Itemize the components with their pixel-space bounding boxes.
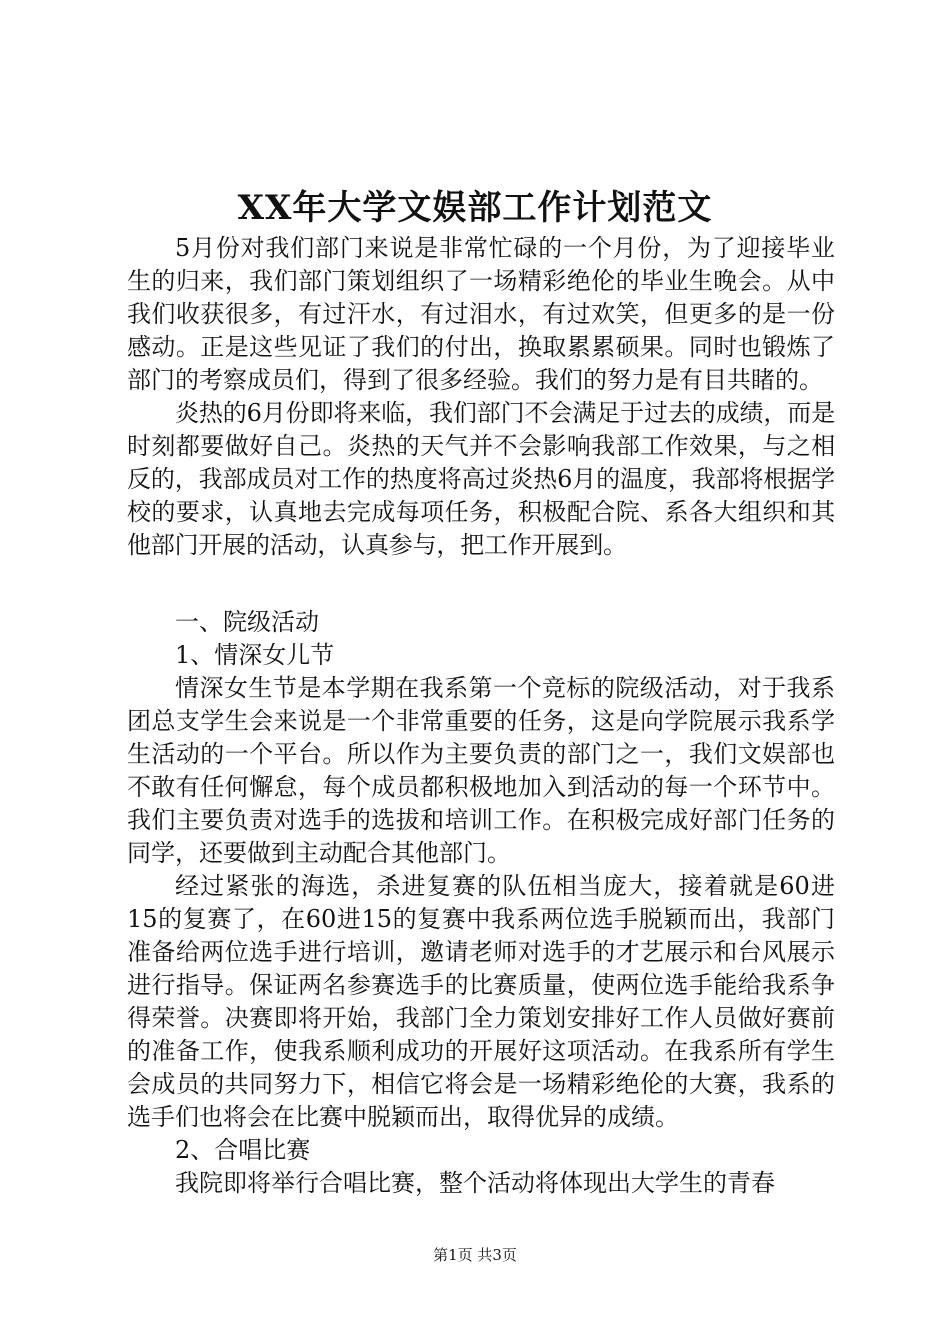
paragraph-june-plan: 炎热的6月份即将来临，我们部门不会满足于过去的成绩，而是时刻都要做好自己。炎热的天气并不会影响我部工作效果，与之相反的，我部成员对工作的热度将高过炎热6月的温度，我部将根据学校的要求，认真地去完成每项任务，积极配合院、系各大组织和其他部门开展的活动，认真参与，把工作开展到。 (127, 399, 835, 559)
blank-line (127, 562, 835, 606)
paragraph-womens-day: 情深女生节是本学期在我系第一个竞标的院级活动，对于我系团总支学生会来说是一个非常重要的任务，这是向学院展示我系学生活动的一个平台。所以作为主要负责的部门之一，我们文娱部也不敢有任何懈怠，每个成员都积极地加入到活动的每一个环节中。我们主要负责对选手的选拔和培训工作。在积极完成好部门任务的同学，还要做到主动配合其他部门。 (127, 674, 835, 867)
sub-heading-womens-day: 1、情深女儿节 (175, 641, 335, 669)
section-heading: 一、院级活动 (175, 608, 319, 636)
paragraph-contest: 经过紧张的海选，杀进复赛的队伍相当庞大，接着就是60进15的复赛了，在60进15的复赛中我系两位选手脱颖而出，我部门准备给两位选手进行培训，邀请老师对选手的才艺展示和台风展示进行指导。保证两名参赛选手的比赛质量，使两位选手能给我系争得荣誉。决赛即将开始，我部门全力策划安排好工作人员做好赛前的准备工作，使我系顺利成功的开展好这项活动。在我系所有学生会成员的共同努力下，相信它将会是一场精彩绝伦的大赛，我系的选手们也将会在比赛中脱颖而出，取得优异的成绩。 (127, 872, 835, 1131)
paragraph-may-review: 5月份对我们部门来说是非常忙碌的一个月份，为了迎接毕业生的归来，我们部门策划组织了一场精彩绝伦的毕业生晚会。从中我们收获很多，有过汗水，有过泪水，有过欢笑，但更多的是一份感动。正是这些见证了我们的付出，换取累累硕果。同时也锻炼了部门的考察成员们，得到了很多经验。我们的努力是有目共睹的。 (127, 234, 835, 394)
paragraph-chorus: 我院即将举行合唱比赛，整个活动将体现出大学生的青春 (175, 1169, 775, 1197)
document-body (127, 232, 835, 1200)
document-title: XX年大学文娱部工作计划范文 (237, 188, 713, 228)
page-footer: 第1页 共3页 (433, 1246, 517, 1264)
sub-heading-chorus: 2、合唱比赛 (175, 1136, 311, 1164)
